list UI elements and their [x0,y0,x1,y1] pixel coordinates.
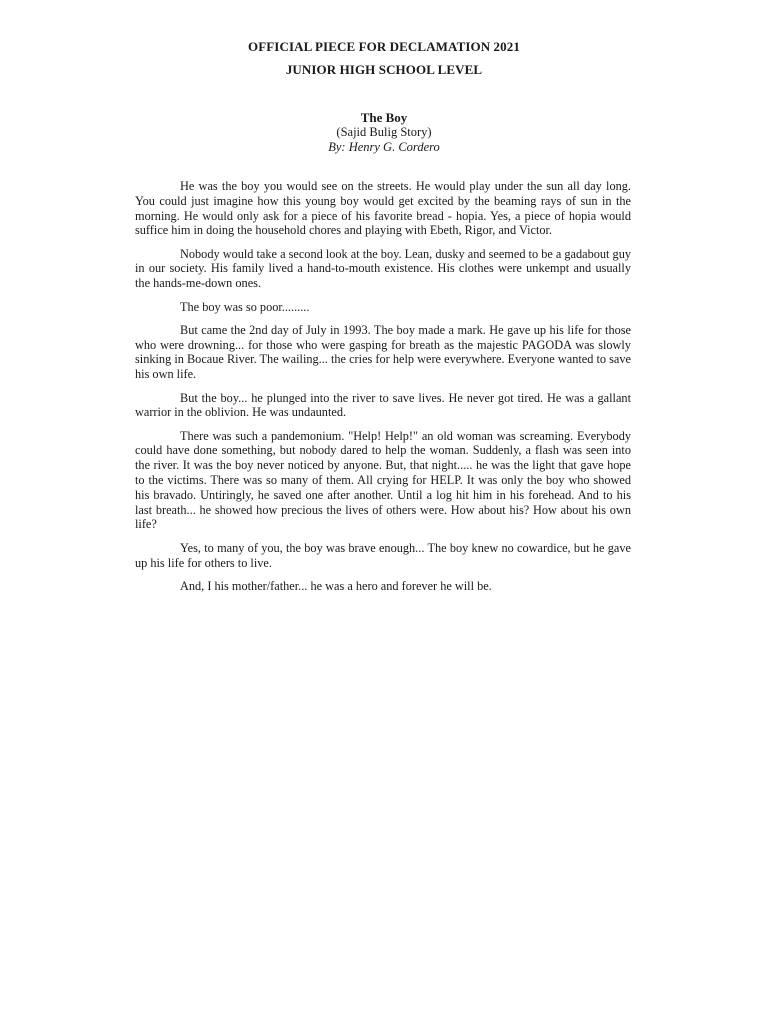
paragraph: But came the 2nd day of July in 1993. The boy made a mark. He gave up his life for those who were drowning... for those who were gasping for breath as the majestic PAGODA was slowly sinking in Bocaue River. The wailing... the cries for help were everywhere. Everyone wanted to save his own life. [135,322,631,382]
paragraph: But the boy... he plunged into the river to save lives. He never got tired. He was a gallant warrior in the oblivion. He was undaunted. [135,390,631,420]
paragraph: He was the boy you would see on the streets. He would play under the sun all day long. You could just imagine how this young boy would get excited by the beaming rays of sun in the morning. He would only ask for a piece of his favorite bread - hopia. Yes, a piece of hopia would suffice him in doing the household chores and playing with Ebeth, Rigor, and Victor. [135,179,631,238]
document-subheading: JUNIOR HIGH SCHOOL LEVEL [285,62,483,77]
story-subtitle: (Sajid Bulig Story) [336,125,432,139]
story-body [135,179,631,602]
paragraph: Yes, to many of you, the boy was brave enough... The boy knew no cowardice, but he gave up his life for others to live. [135,540,631,570]
story-author: By: Henry G. Cordero [328,140,440,154]
story-title: The Boy [360,110,408,125]
paragraph: And, I his mother/father... he was a hero and forever he will be. [180,578,492,593]
paragraph: There was such a pandemonium. "Help! Help!" an old woman was screaming. Everybody could have done something, but nobody dared to help the woman. Suddenly, a flash was seen into the river. It was the boy never noticed by anyone. But, that night..... he was the light that gave hope to the victims. There was so many of them. All crying for HELP. It was only the boy who showed his bravado. Untiringly, he saved one after another. Until a log hit him in his forehead. And to his last breath... he showed how precious the lives of others were. How about his? How about his own life? [135,428,631,532]
paragraph: Nobody would take a second look at the boy. Lean, dusky and seemed to be a gadabout guy in our society. His family lived a hand-to-mouth existence. His clothes were unkempt and usually the hands-me-down ones. [135,246,631,291]
paragraph: The boy was so poor......... [180,299,310,314]
document-heading: OFFICIAL PIECE FOR DECLAMATION 2021 [248,39,520,54]
